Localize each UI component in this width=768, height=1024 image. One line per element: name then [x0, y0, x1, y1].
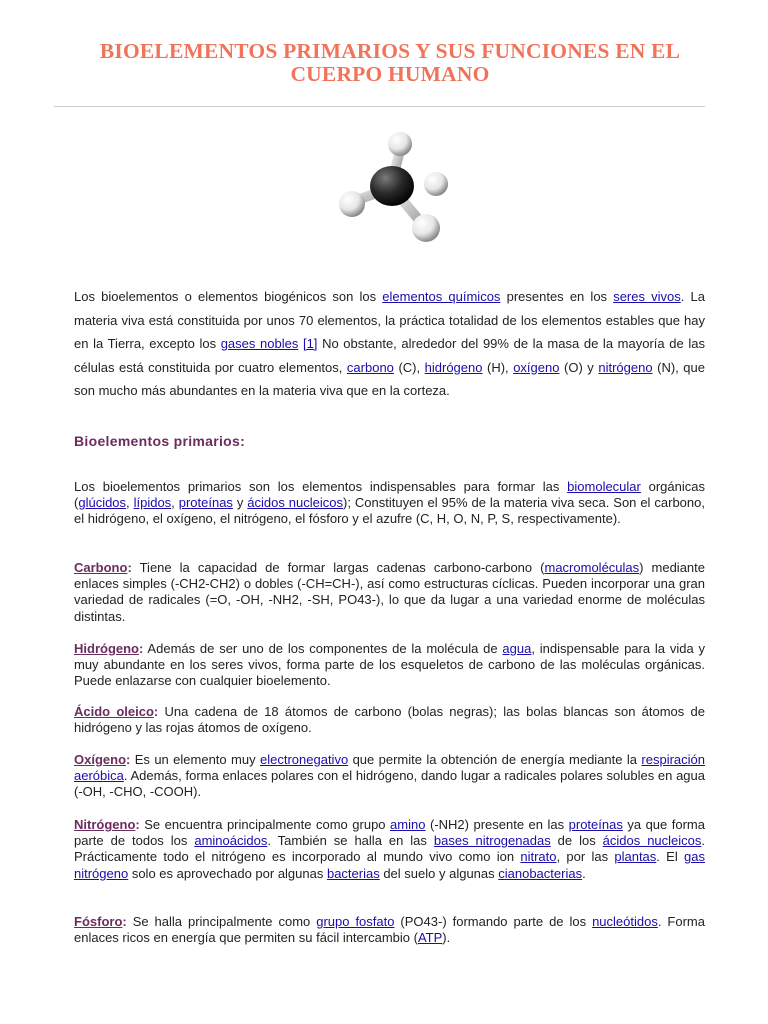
- link-proteinas-2[interactable]: proteínas: [568, 817, 623, 832]
- acido-oleico-paragraph: Ácido oleico: Una cadena de 18 átomos de carbono (bolas negras); las bolas blancas son átomos de hidrógeno y las rojas átomos de oxígeno.: [74, 704, 705, 736]
- link-acidos-nucleicos[interactable]: ácidos nucleicos: [247, 495, 344, 511]
- link-bacterias[interactable]: bacterias: [326, 865, 380, 881]
- hidrogeno-paragraph: Hidrógeno: Además de ser uno de los componentes de la molécula de agua, indispensable para la vida y muy abundante en los seres vivos, forma parte de los esqueletos de carbono de las moléculas orgánicas. Puede enlazarse con cualquier bioelemento.: [74, 641, 705, 689]
- methane-molecule-image: [330, 118, 450, 248]
- link-atp[interactable]: ATP: [417, 930, 443, 946]
- primarios-paragraph: Los bioelementos primarios son los elementos indispensables para formar las biomolecular orgánicas (glúcidos, lípidos, proteínas y ácidos nucleicos); Constituyen el 95% de la materia viva seca. Son el carbono, el hidrógeno, el oxígeno, el nitrógeno, el fósforo y el azufre (C, H, O, N, P, S, respectivamente).: [74, 479, 705, 527]
- link-plantas[interactable]: plantas: [614, 849, 657, 865]
- term-acido-oleico-link[interactable]: Ácido oleico: [74, 704, 154, 719]
- oxigeno-paragraph: Oxígeno: Es un elemento muy electronegativo que permite la obtención de energía mediante la respiración aeróbica. Además, forma enlaces polares con el hidrógeno, dando lugar a radicales polares solubles en agua (-OH, -CHO, -COOH).: [74, 752, 705, 800]
- link-carbono[interactable]: carbono: [346, 359, 394, 375]
- link-lipidos[interactable]: lípidos: [133, 495, 172, 511]
- link-bases-nitrogenadas[interactable]: bases nitrogenadas: [433, 833, 551, 849]
- link-biomolecular[interactable]: biomolecular: [567, 479, 641, 494]
- link-gas-nitrogeno[interactable]: gas nitrógeno: [74, 849, 705, 881]
- link-aminoacidos[interactable]: aminoácidos: [194, 833, 268, 849]
- link-gases-nobles[interactable]: gases nobles: [220, 336, 299, 351]
- link-respiracion-aerobica[interactable]: respiración aeróbica: [74, 752, 705, 784]
- link-nitrogeno[interactable]: nitrógeno: [598, 359, 653, 375]
- link-acidos-nucleicos-2[interactable]: ácidos nucleicos: [602, 833, 702, 849]
- link-proteinas[interactable]: proteínas: [178, 495, 233, 511]
- term-fosforo-link[interactable]: Fósforo: [74, 914, 123, 929]
- title-divider: [54, 106, 705, 107]
- link-glucidos[interactable]: glúcidos: [78, 495, 127, 511]
- fosforo-paragraph: Fósforo: Se halla principalmente como grupo fosfato (PO43-) formando parte de los nucleótidos. Forma enlaces ricos en energía que permiten su fácil intercambio (ATP).: [74, 914, 705, 946]
- link-nucleotidos[interactable]: nucleótidos: [592, 914, 658, 929]
- page-title: BIOELEMENTOS PRIMARIOS Y SUS FUNCIONES EN EL CUERPO HUMANO: [99, 39, 681, 86]
- link-agua[interactable]: agua: [502, 641, 532, 656]
- term-hidrogeno-link[interactable]: Hidrógeno: [74, 641, 139, 656]
- link-macromoleculas[interactable]: macromoléculas: [544, 560, 640, 575]
- link-oxigeno[interactable]: oxígeno: [513, 359, 560, 375]
- nitrogeno-paragraph: Nitrógeno: Se encuentra principalmente como grupo amino (-NH2) presente en las proteínas ya que forma parte de todos los aminoácidos. También se halla en las bases nitrogenadas de los ácidos nucleicos. Prácticamente todo el nitrógeno es incorporado al mundo vivo como ion nitrato, por las plantas. El gas nitrógeno solo es aprovechado por algunas bacterias del suelo y algunas cianobacterias.: [74, 817, 706, 881]
- term-carbono-link[interactable]: Carbono: [74, 560, 128, 575]
- link-cianobacterias[interactable]: cianobacterias: [498, 865, 583, 881]
- term-nitrogeno-link[interactable]: Nitrógeno: [74, 817, 136, 832]
- link-electronegativo[interactable]: electronegativo: [260, 752, 349, 767]
- section-heading: Bioelementos primarios:: [74, 433, 246, 449]
- link-elementos-quimicos[interactable]: elementos químicos: [382, 289, 501, 304]
- link-seres-vivos[interactable]: seres vivos: [613, 289, 681, 304]
- term-oxigeno-link[interactable]: Oxígeno: [74, 752, 127, 767]
- link-nitrato[interactable]: nitrato: [520, 849, 557, 865]
- intro-paragraph: Los bioelementos o elementos biogénicos son los elementos químicos presentes en los seres vivos. La materia viva está constituida por unos 70 elementos, la práctica totalidad de los elementos estables que hay en la Tierra, excepto los gases nobles [1] No obstante, alrededor del 99% de la masa de la mayoría de las células está constituida por cuatro elementos, carbono (C), hidrógeno (H), oxígeno (O) y nitrógeno (N), que son mucho más abundantes en la materia viva que en la corteza.: [74, 289, 705, 398]
- link-footnote-1[interactable]: [1]: [302, 336, 318, 351]
- link-amino[interactable]: amino: [390, 817, 426, 832]
- carbono-paragraph: Carbono: Tiene la capacidad de formar largas cadenas carbono-carbono (macromoléculas) mediante enlaces simples (-CH2-CH2) o dobles (-CH=CH-), así como estructuras cíclicas. Pueden incorporar una gran variedad de radicales (=O, -OH, -NH2, -SH, PO43-), lo que da lugar a una variedad enorme de moléculas distintas.: [74, 560, 705, 624]
- link-hidrogeno[interactable]: hidrógeno: [424, 359, 483, 375]
- link-grupo-fosfato[interactable]: grupo fosfato: [316, 914, 395, 929]
